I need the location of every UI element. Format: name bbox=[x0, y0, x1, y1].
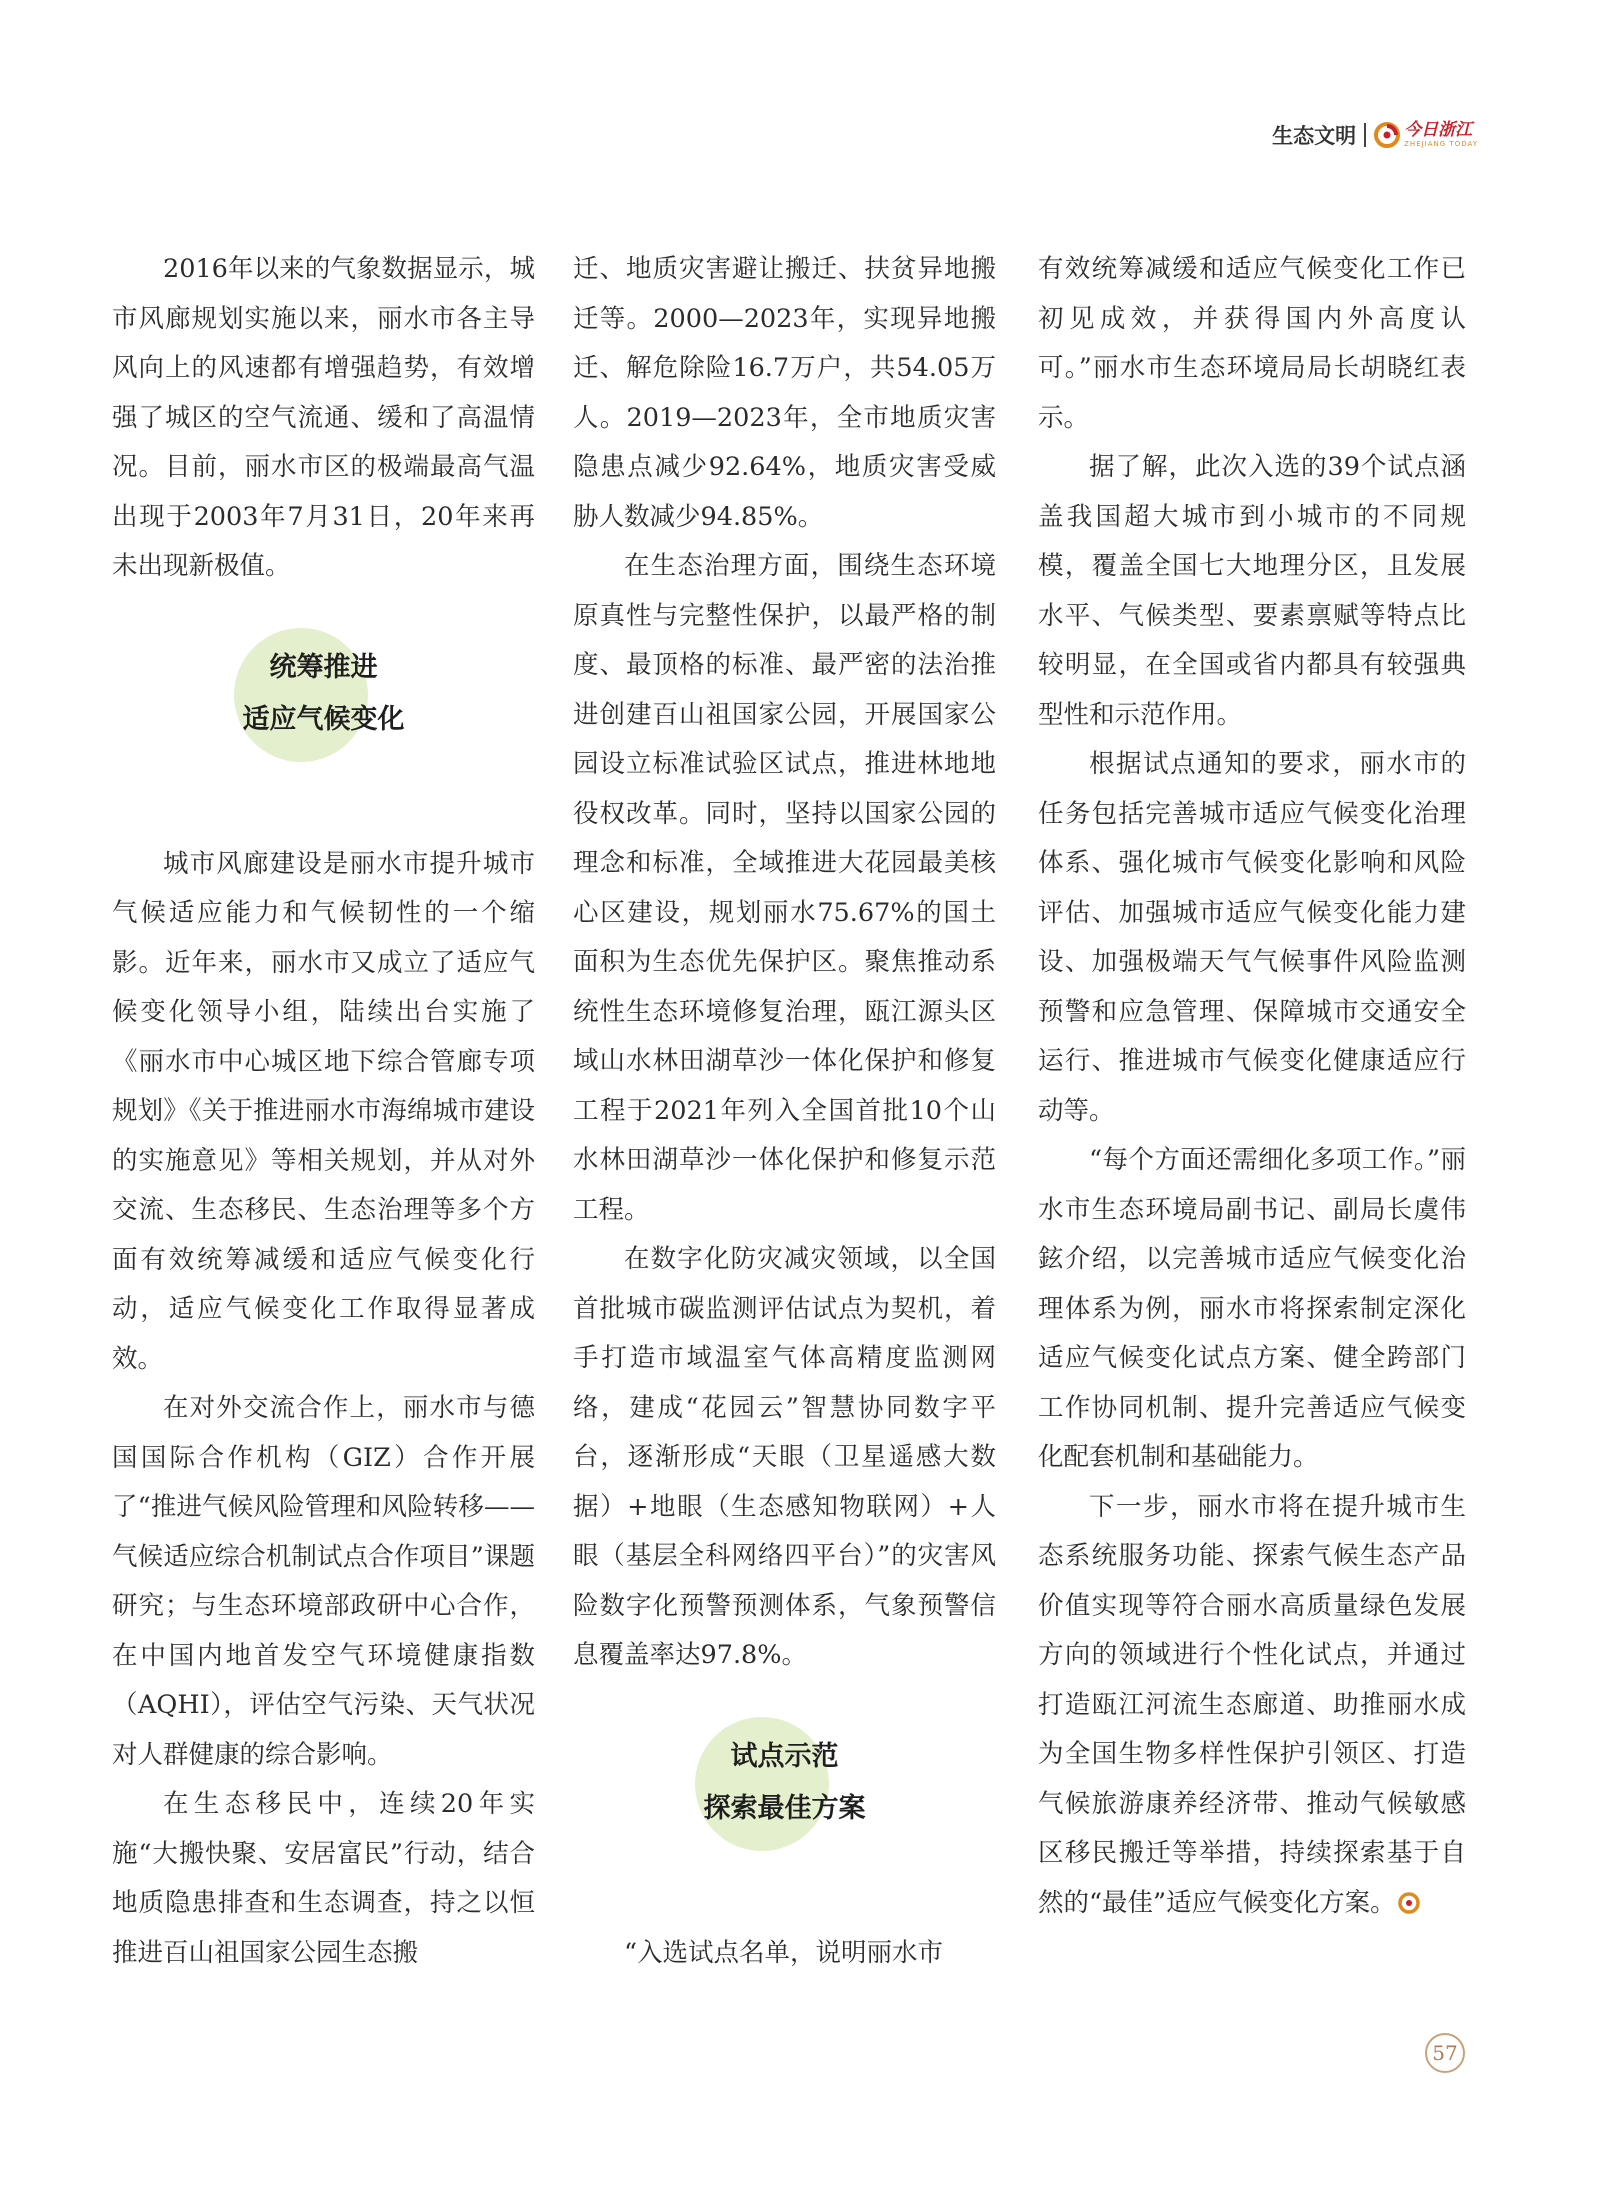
column-3 bbox=[1038, 245, 1466, 1928]
heading-line: 探索最佳方案 bbox=[703, 1792, 866, 1824]
paragraph-text: 下一步，丽水市将在提升城市生态系统服务功能、探索气候生态产品价值实现等符合丽水高质量绿色发展方向的领域进行个性化试点，并通过打造瓯江河流生态廊道、助推丽水成为全国生物多样性保护引领区、打造气候旅游康养经济带、推动气候敏感区移民搬迁等举措，持续探索基于自然的“最佳”适应气候变化方案。 bbox=[1038, 1491, 1466, 1918]
paragraph: 有效统筹减缓和适应气候变化工作已初见成效，并获得国内外高度认可。”丽水市生态环境局局长胡晓红表示。 bbox=[1038, 254, 1466, 433]
paragraph bbox=[1038, 1483, 1466, 1929]
paragraph: 在对外交流合作上，丽水市与德国国际合作机构（GIZ）合作开展了“推进气候风险管理和风险转移——气候适应综合机制试点合作项目”课题研究；与生态环境部政研中心合作，在中国内地首发空气环境健康指数（AQHI），评估空气污染、天气状况对人群健康的综合影响。 bbox=[112, 1393, 535, 1770]
section-label: 生态文明 bbox=[1272, 124, 1357, 148]
page-header bbox=[1272, 120, 1478, 150]
end-mark-icon bbox=[1398, 1892, 1420, 1914]
magazine-logo bbox=[1374, 122, 1478, 148]
section-heading bbox=[112, 620, 535, 820]
column-2 bbox=[573, 245, 996, 1978]
header-divider bbox=[1364, 123, 1366, 147]
column-1 bbox=[112, 245, 535, 1978]
logo-title: 今日浙江 bbox=[1404, 120, 1473, 140]
paragraph: 根据试点通知的要求，丽水市的任务包括完善城市适应气候变化治理体系、强化城市气候变化影响和风险评估、加强城市适应气候变化能力建设、加强极端天气气候事件风险监测预警和应急管理、保障城市交通安全运行、推进城市气候变化健康适应行动等。 bbox=[1038, 749, 1466, 1126]
paragraph: 据了解，此次入选的39个试点涵盖我国超大城市到小城市的不同规模，覆盖全国七大地理分区，且发展水平、气候类型、要素禀赋等特点比较明显，在全国或省内都具有较强典型性和示范作用。 bbox=[1038, 452, 1466, 730]
paragraph: 在生态移民中，连续20年实施“大搬快聚、安居富民”行动，结合地质隐患排查和生态调查，持之以恒推进百山祖国家公园生态搬 bbox=[112, 1789, 535, 1968]
heading-line: 试点示范 bbox=[730, 1740, 839, 1772]
paragraph: 迁、地质灾害避让搬迁、扶贫异地搬迁等。2000—2023年，实现异地搬迁、解危除险16.7万户，共54.05万人。2019—2023年，全市地质灾害隐患点减少92.64%，地质灾害受威胁人数减少94.85%。 bbox=[573, 254, 996, 532]
paragraph: 在数字化防灾减灾领域，以全国首批城市碳监测评估试点为契机，着手打造市域温室气体高精度监测网络，建成“花园云”智慧协同数字平台，逐渐形成“天眼（卫星遥感大数据）+地眼（生态感知物联网）+人眼（基层全科网络四平台）”的灾害风险数字化预警预测体系，气象预警信息覆盖率达97.8%。 bbox=[573, 1244, 996, 1670]
paragraph: 城市风廊建设是丽水市提升城市气候适应能力和气候韧性的一个缩影。近年来，丽水市又成立了适应气候变化领导小组，陆续出台实施了《丽水市中心城区地下综合管廊专项规划》《关于推进丽水市海绵城市建设的实施意见》等相关规划，并从对外交流、生态移民、生态治理等多个方面有效统筹减缓和适应气候变化行动，适应气候变化工作取得显著成效。 bbox=[112, 848, 535, 1374]
paragraph: “入选试点名单，说明丽水市 bbox=[624, 1937, 944, 1968]
page-number: 57 bbox=[1425, 2033, 1465, 2073]
paragraph: 在生态治理方面，围绕生态环境原真性与完整性保护，以最严格的制度、最顶格的标准、最严密的法治推进创建百山祖国家公园，开展国家公园设立标准试验区试点，推进林地地役权改革。同时，坚持以国家公园的理念和标准，全域推进大花园最美核心区建设，规划丽水75.67%的国土面积为生态优先保护区。聚焦推动系统性生态环境修复治理，瓯江源头区域山水林田湖草沙一体化保护和修复工程于2021年列入全国首批10个山水林田湖草沙一体化保护和修复示范工程。 bbox=[573, 551, 996, 1225]
paragraph: “每个方面还需细化多项工作。”丽水市生态环境局副书记、副局长虞伟鉉介绍，以完善城市适应气候变化治理体系为例，丽水市将探索制定深化适应气候变化试点方案、健全跨部门工作协同机制、提升完善适应气候变化配套机制和基础能力。 bbox=[1038, 1145, 1466, 1472]
paragraph: 2016年以来的气象数据显示，城市风廊规划实施以来，丽水市各主导风向上的风速都有增强趋势，有效增强了城区的空气流通、缓和了高温情况。目前，丽水市区的极端最高气温出现于2003年7月31日，20年来再未出现新极值。 bbox=[112, 254, 535, 581]
heading-line: 统筹推进 bbox=[269, 651, 378, 683]
heading-line: 适应气候变化 bbox=[242, 703, 405, 735]
section-heading bbox=[573, 1709, 996, 1909]
logo-subtitle: ZHEJIANG TODAY bbox=[1404, 140, 1478, 148]
logo-swirl-icon bbox=[1374, 122, 1400, 148]
